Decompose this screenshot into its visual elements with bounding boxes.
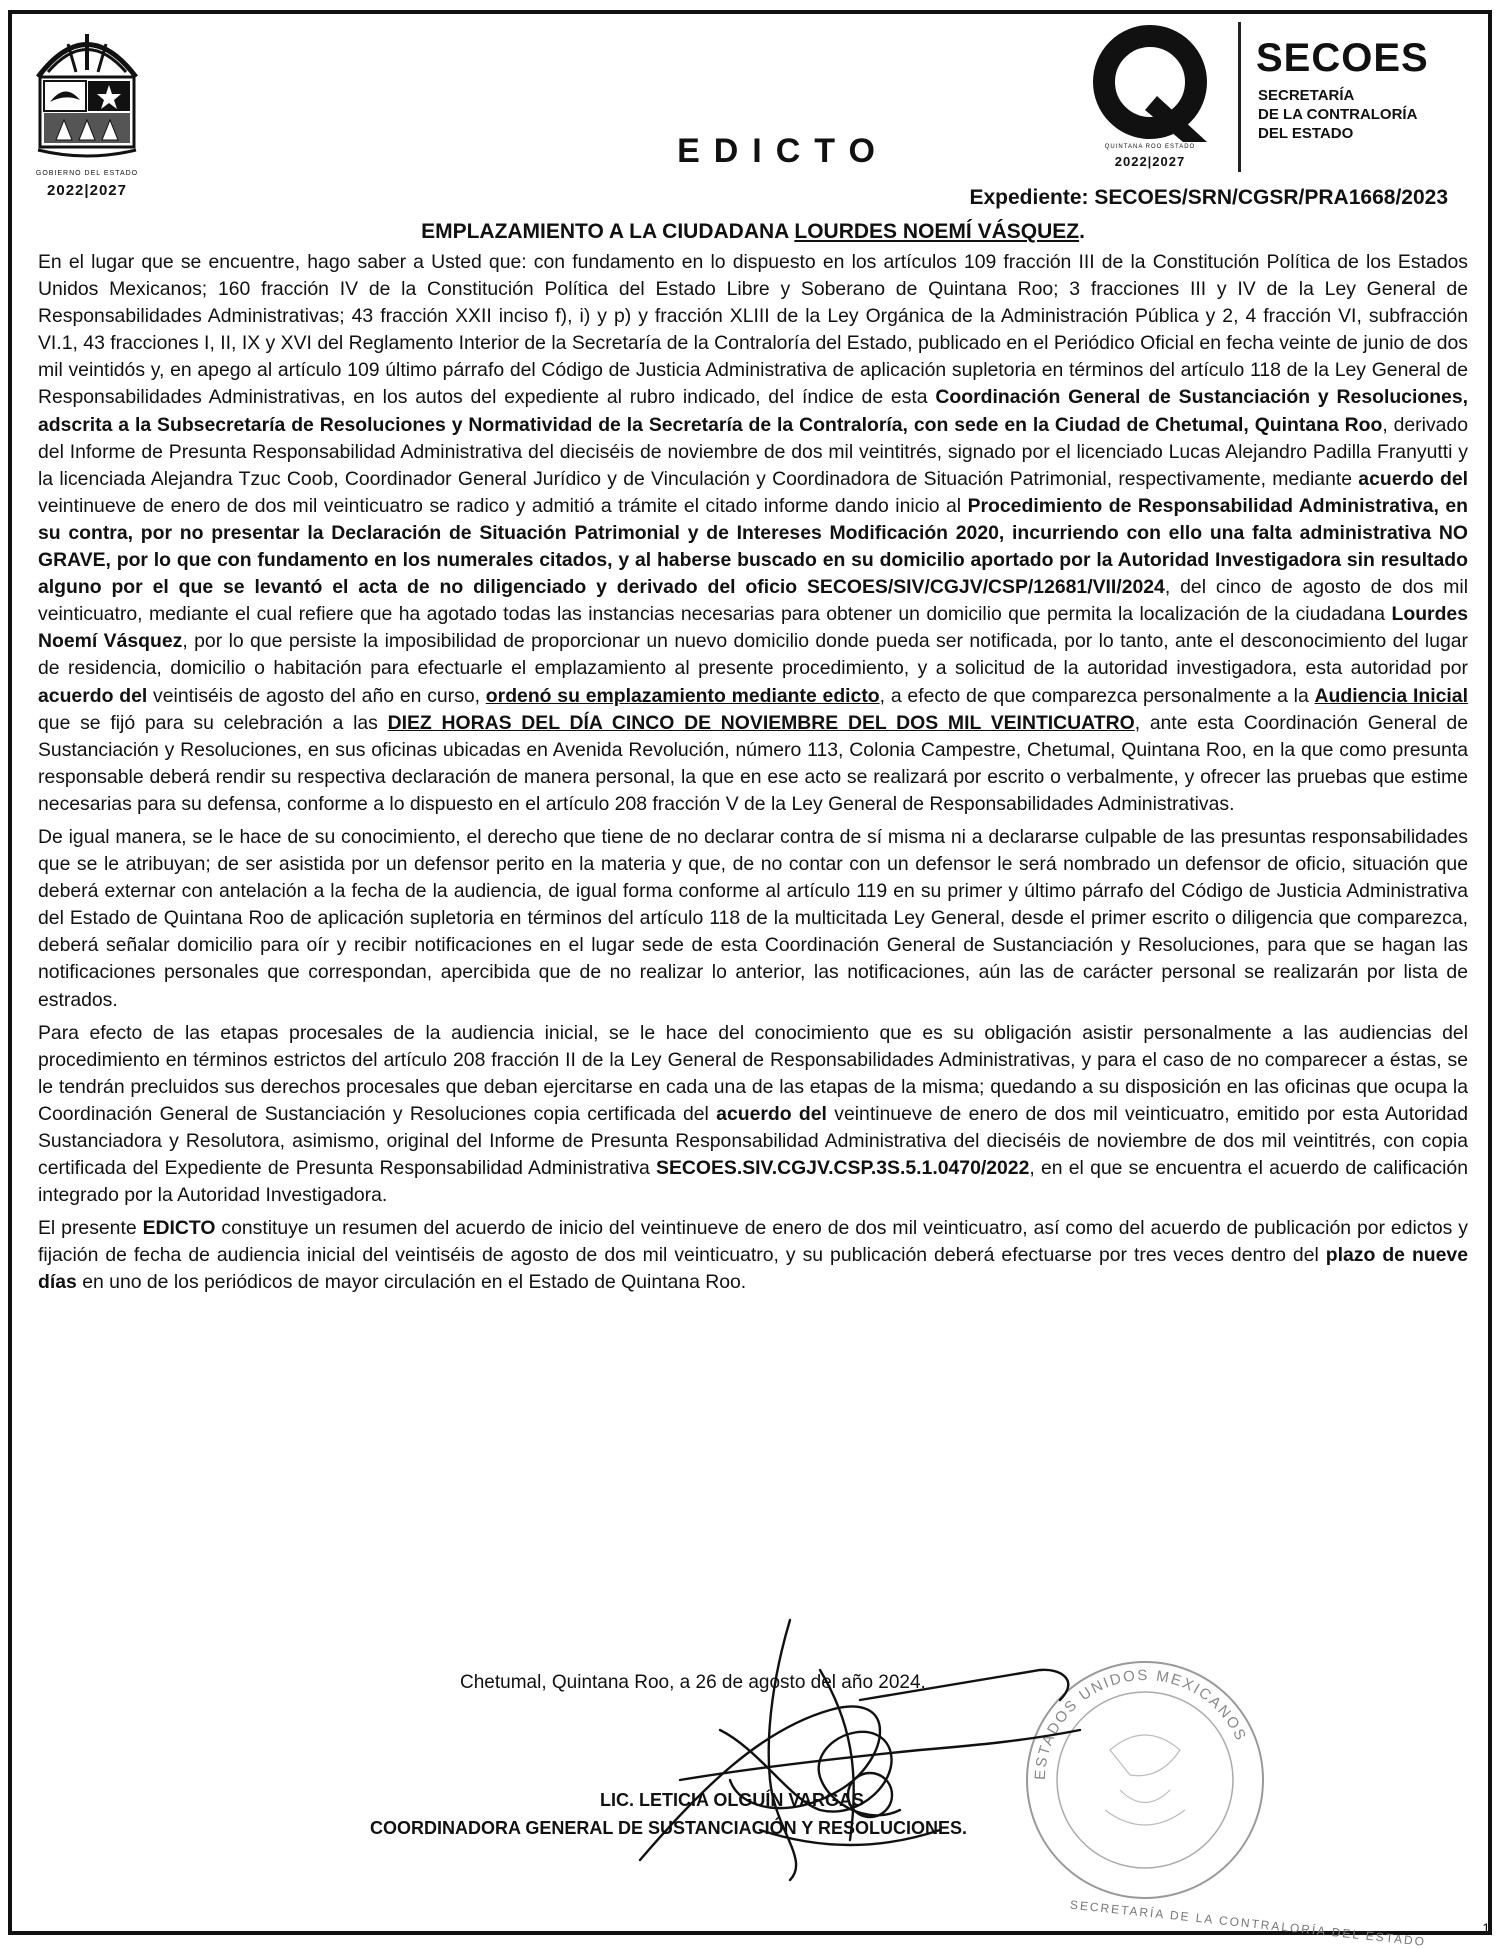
body-paragraph: En el lugar que se encuentre, hago saber a Usted que: con fundamento en lo dispuesto en los artículos 109 fracción III de la Constitución Política de los Estados Unidos Mexicanos; 160 fracción IV de la Constitución Política del Estado Libre y Soberano de Quintana Roo; 3 fracciones III y IV de la Ley General de Responsabilidades Administrativas; 43 fracción XXII inciso f), i) y p) y fracción XLIII de la Ley Orgánica de la Administración Pública y 2, 4 fracción VI, subfracción VI.1, 43 fracciones I, II, IX y XVI del Reglamento Interior de la Secretaría de la Contraloría del Estado, publicado en el Periódico Oficial en fecha veinte de junio de dos mil veintidós y, en apego al artículo 109 último párrafo del Código de Justicia Administrativa de aplicación supletoria en términos del artículo 118 de la Ley General de Responsabilidades Administrativas, en los autos del expediente al rubro indicado, del índice de esta Coordinación General de Sustanciación y Resoluciones, adscrita a la Subsecretaría de Resoluciones y Normatividad de la Secretaría de la Contraloría, con sede en la Ciudad de Chetumal, Quintana Roo, derivado del Informe de Presunta Responsabilidad Administrativa del dieciséis de noviembre de dos mil veintitrés, signado por el licenciado Lucas Alejandro Padilla Franyutti y la licenciada Alejandra Tzuc Coob, Coordinador General Jurídico y de Vinculación y Coordinadora de Situación Patrimonial, respectivamente, mediante acuerdo del veintinueve de enero de dos mil veinticuatro se radico y admitió a trámite el citado informe dando inicio al Procedimiento de Responsabilidad Administrativa, en su contra, por no presentar la Declaración de Situación Patrimonial y de Intereses Modificación 2020, incurriendo con ello una falta administrativa NO GRAVE, por lo que con fundamento en los numerales citados, y al haberse buscado en su domicilio aportado por la Autoridad Investigadora sin resultado alguno por el que se levantó el acta de no diligenciado y derivado del oficio SECOES/SIV/CGJV/CSP/12681/VII/2024, del cinco de agosto de dos mil veinticuatro, mediante el cual refiere que ha agotado todas las instancias necesarias para obtener un domicilio que permita la localización de la ciudadana Lourdes Noemí Vásquez, por lo que persiste la imposibilidad de proporcionar un nuevo domicilio donde pueda ser notificada, por lo tanto, ante el desconocimiento del lugar de residencia, domicilio o habitación para efectuarle el emplazamiento al presente procedimiento, y a solicitud de la autoridad investigadora, esta autoridad por acuerdo del veintiséis de agosto del año en curso, ordenó su emplazamiento mediante edicto, a efecto de que comparezca personalmente a la Audiencia Inicial que se fijó para su celebración a las DIEZ HORAS DEL DÍA CINCO DE NOVIEMBRE DEL DOS MIL VEINTICUATRO, ante esta Coordinación General de Sustanciación y Resoluciones, en sus oficinas ubicadas en Avenida Revolución, número 113, Colonia Campestre, Chetumal, Quintana Roo, en la que como presunta responsable deberá rendir su respectiva declaración de manera personal, la que en ese acto se realizará por escrito o verbalmente, y ofrecer las pruebas que estime necesarias para su defensa, conforme a lo dispuesto en el artículo 208 fracción V de la Ley General de Responsabilidades Administrativas. <box>38 251 1469 815</box>
seal-bottom-caption: SECRETARÍA DE LA CONTRALORÍA DEL ESTADO <box>1069 1897 1427 1949</box>
seal-top-text: ESTADOS UNIDOS MEXICANOS <box>1031 1666 1250 1781</box>
heading-name: LOURDES NOEMÍ VÁSQUEZ <box>794 220 1080 243</box>
emphasis: Coordinación General de Sustanciación y Resoluciones, adscrita a la Subsecretaría de Resoluciones y Normatividad de la Secretaría de la Contraloría, con sede en la Ciudad de Chetumal, Quintana Roo <box>38 386 1468 436</box>
org-name: SECOES <box>1256 36 1429 80</box>
left-logo-years: 2022|2027 <box>47 182 127 199</box>
right-logo-years: 2022|2027 <box>1114 154 1186 169</box>
emphasis: Lourdes Noemí Vásquez <box>38 603 1468 653</box>
emphasis: acuerdo del <box>716 1102 827 1125</box>
place-and-date: Chetumal, Quintana Roo, a 26 de agosto del año 2024. <box>460 1672 926 1693</box>
org-subtitle-line: DE LA CONTRALORÍA <box>1258 106 1418 123</box>
emphasis: Procedimiento de Responsabilidad Administrativa, en su contra, por no presentar la Declaración de Situación Patrimonial y de Intereses Modificación 2020, incurriendo con ello una falta administrativa NO GRAVE, por lo que con fundamento en los numerales citados, y al haberse buscado en su domicilio aportado por la Autoridad Investigadora sin resultado alguno por el que se levantó el acta de no diligenciado y derivado del oficio SECOES/SIV/CGJV/CSP/12681/VII/2024 <box>38 494 1468 599</box>
emphasis: SECOES.SIV.CGJV.CSP.3S.5.1.0470/2022 <box>656 1157 1030 1180</box>
signer-name: LIC. LETICIA OLGUÍN VARGAS <box>600 1790 864 1810</box>
state-coat-of-arms-logo <box>28 22 146 204</box>
emphasis: EDICTO <box>142 1217 216 1240</box>
quintana-roo-q-icon <box>1075 24 1225 144</box>
document-body <box>38 249 1468 1303</box>
emphasis: Audiencia Inicial <box>1314 684 1468 707</box>
left-logo-government-text: GOBIERNO DEL ESTADO <box>35 170 139 177</box>
emphasis: DIEZ HORAS DEL DÍA CINCO DE NOVIEMBRE DEL DOS MIL VEINTICUATRO <box>387 711 1135 734</box>
signer-role: COORDINADORA GENERAL DE SUSTANCIACIÓN Y RESOLUCIONES. <box>370 1818 968 1838</box>
case-file-number: Expediente: SECOES/SRN/CGSR/PRA1668/2023 <box>969 186 1448 209</box>
emphasis: plazo de nueve días <box>38 1244 1468 1294</box>
heading-prefix: EMPLAZAMIENTO A LA CIUDADANA <box>421 220 795 243</box>
heading-suffix: . <box>1079 220 1085 243</box>
emphasis: acuerdo del <box>38 684 148 707</box>
document-title: EDICTO <box>677 132 889 170</box>
page-number: 1 <box>1482 1920 1490 1936</box>
emphasis: ordenó su emplazamiento mediante edicto <box>485 684 880 707</box>
right-logo-government-text: QUINTANA ROO ESTADO <box>1104 144 1196 150</box>
org-subtitle-line: DEL ESTADO <box>1258 125 1354 142</box>
body-paragraph: Para efecto de las etapas procesales de la audiencia inicial, se le hace del conocimiento que es su obligación asistir personalmente a las audiencias del procedimiento en términos estrictos del artículo 208 fracción II de la Ley General de Responsabilidades Administrativas, y para el caso de no comparecer a éstas, se le tendrán precluidos sus derechos procesales que deban ejercitarse en cada una de las etapas de la misma; quedando a su disposición en las oficinas que ocupa la Coordinación General de Sustanciación y Resoluciones copia certificada del acuerdo del veintinueve de enero de dos mil veinticuatro, emitido por esta Autoridad Sustanciadora y Resolutora, asimismo, original del Informe de Presunta Responsabilidad Administrativa del dieciséis de noviembre de dos mil veintitrés, con copia certificada del Expediente de Presunta Responsabilidad Administrativa SECOES.SIV.CGJV.CSP.3S.5.1.0470/2022, en el que se encuentra el acuerdo de calificación integrado por la Autoridad Investigadora. <box>38 1021 1468 1207</box>
emphasis: acuerdo del <box>1358 467 1469 490</box>
body-paragraph: El presente EDICTO constituye un resumen del acuerdo de inicio del veintinueve de enero de dos mil veinticuatro, así como del acuerdo de publicación por edictos y fijación de fecha de audiencia inicial del veintiséis de agosto de dos mil veinticuatro, y su publicación deberá efectuarse por tres veces dentro del plazo de nueve días en uno de los periódicos de mayor circulación en el Estado de Quintana Roo. <box>38 1217 1468 1294</box>
seal-bottom-text <box>1060 1880 1427 1949</box>
body-paragraph: De igual manera, se le hace de su conocimiento, el derecho que tiene de no declarar contra de sí misma ni a declararse culpable de las presuntas responsabilidades que se le atribuyan; de ser asistida por un defensor perito en la materia y que, de no contar con un defensor le será nombrado un defensor de oficio, situación que deberá externar con antelación a la fecha de la audiencia, de igual forma conforme al artículo 119 en su primer y último párrafo del Código de Justicia Administrativa del Estado de Quintana Roo de aplicación supletoria en términos del artículo 118 de la multicitada Ley General, desde el primer escrito o diligencia que comparezca, deberá señalar domicilio para oír y recibir notificaciones en el lugar sede de esta Coordinación General de Sustanciación y Resoluciones, para que se hagan las notificaciones personales que correspondan, apercibida que de no realizar lo anterior, las notificaciones, aún las de carácter personal se realizarán por lista de estrados. <box>38 825 1468 1011</box>
summons-heading <box>0 220 1506 244</box>
org-subtitle-line: SECRETARÍA <box>1258 87 1355 104</box>
handwritten-signature <box>560 1610 1120 1890</box>
